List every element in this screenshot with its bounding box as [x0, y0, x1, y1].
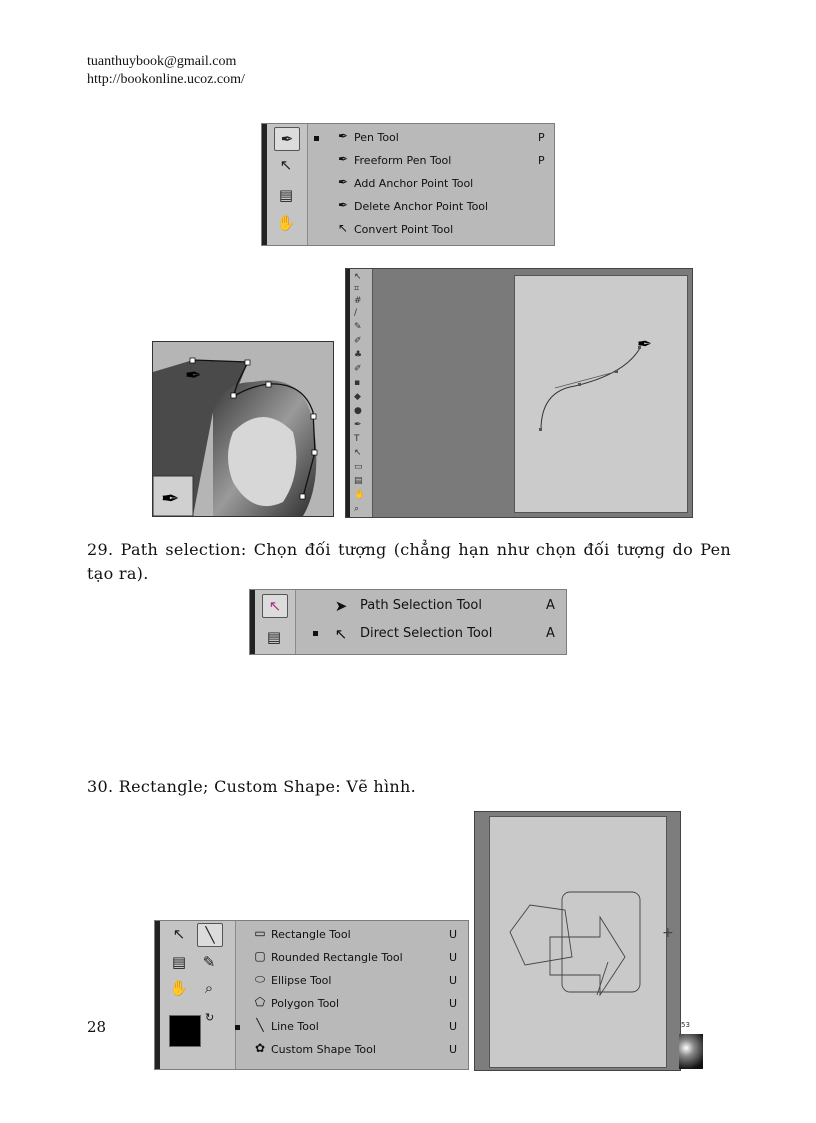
pen-icon[interactable]: ✒: [274, 127, 300, 151]
pen-icon: ✒: [337, 129, 349, 143]
thumbnail-label: 53: [681, 1021, 690, 1029]
zoom-icon[interactable]: ⌕: [204, 979, 214, 997]
svg-text:⌗: ⌗: [354, 284, 360, 294]
swap-colors-icon[interactable]: ↻: [205, 1011, 215, 1024]
line-icon[interactable]: ╲: [197, 923, 223, 947]
header-url: http://bookonline.ucoz.com/: [87, 72, 245, 87]
selected-bullet: [313, 631, 318, 636]
menu-item-path-selection[interactable]: ➤ Path Selection Tool A: [332, 595, 562, 617]
eyedropper-icon[interactable]: ✎: [202, 953, 216, 971]
menu-item-ellipse[interactable]: ⬭ Ellipse Tool U: [251, 970, 461, 992]
selected-bullet: [314, 136, 319, 141]
custom-shape-icon: ✿: [254, 1041, 266, 1055]
section-30-text: 30. Rectangle; Custom Shape: Vẽ hình.: [87, 777, 416, 796]
polygon-icon: ⬠: [254, 995, 266, 1009]
menu-item-rectangle[interactable]: ▭ Rectangle Tool U: [251, 924, 461, 946]
svg-text:+: +: [662, 925, 674, 941]
hand-icon[interactable]: ✋: [276, 214, 296, 232]
shapes-canvas-screenshot: [474, 811, 681, 1071]
shape-tool-menu: [154, 920, 469, 1070]
svg-text:✒: ✒: [637, 334, 653, 355]
bezier-curve: [515, 276, 687, 512]
svg-text:▤: ▤: [354, 476, 363, 486]
toolbox-strip: [346, 269, 373, 517]
note-icon[interactable]: ▤: [278, 186, 294, 204]
document-canvas: [514, 275, 688, 513]
white-arrow-icon: ↖: [334, 625, 348, 643]
svg-text:▪: ▪: [354, 378, 361, 388]
svg-text:▭: ▭: [354, 462, 363, 472]
svg-text:#: #: [354, 296, 362, 306]
rounded-rectangle-icon: ▢: [254, 949, 266, 963]
svg-text:◆: ◆: [354, 392, 361, 402]
selected-bullet: [235, 1025, 240, 1030]
rectangle-icon: ▭: [254, 926, 266, 940]
menu-item-custom-shape[interactable]: ✿ Custom Shape Tool U: [251, 1039, 461, 1061]
note-icon[interactable]: ▤: [171, 953, 187, 971]
arrow-icon[interactable]: ↖: [172, 925, 186, 943]
svg-text:♣: ♣: [354, 350, 363, 360]
svg-text:↖: ↖: [354, 272, 362, 282]
page-number: 28: [87, 1018, 107, 1036]
svg-text:/: /: [354, 308, 358, 318]
menu-item-freeform-pen[interactable]: ✒ Freeform Pen Tool P: [334, 150, 544, 172]
menu-item-polygon[interactable]: ⬠ Polygon Tool U: [251, 993, 461, 1015]
path-selection-menu: [249, 589, 567, 655]
arrow-icon[interactable]: ↖: [279, 156, 293, 174]
toolbox-column: [155, 921, 236, 1069]
menu-item-line[interactable]: ╲ Line Tool U: [251, 1016, 461, 1038]
svg-text:✒: ✒: [161, 487, 180, 512]
svg-text:T: T: [354, 434, 360, 444]
foreground-color-swatch[interactable]: [169, 1015, 201, 1047]
freeform-pen-icon: ✒: [337, 152, 349, 166]
svg-text:⌕: ⌕: [354, 504, 360, 514]
menu-item-delete-anchor[interactable]: ✒ Delete Anchor Point Tool: [334, 196, 544, 218]
svg-text:✐: ✐: [354, 364, 362, 374]
document-canvas: [489, 816, 674, 1068]
svg-text:✎: ✎: [354, 322, 362, 332]
menu-item-direct-selection[interactable]: ↖ Direct Selection Tool A: [332, 623, 562, 645]
svg-text:●: ●: [354, 406, 362, 416]
header-email: tuanthuybook@gmail.com: [87, 54, 237, 69]
black-arrow-icon: ➤: [334, 597, 348, 615]
menu-item-pen-tool[interactable]: ✒ Pen Tool P: [334, 127, 544, 149]
svg-text:✐: ✐: [354, 336, 362, 346]
toolbox-column: [250, 590, 296, 654]
hand-icon[interactable]: ✋: [169, 979, 189, 997]
shape-drawings: [490, 817, 674, 1067]
path-selection-icon[interactable]: ↖: [262, 594, 288, 618]
add-anchor-icon: ✒: [337, 175, 349, 189]
convert-point-icon: ↖: [337, 221, 349, 235]
jug-path-screenshot: [152, 341, 334, 517]
toolbox-column: [262, 124, 308, 245]
pen-tool-menu: [261, 123, 555, 246]
menu-item-convert-point[interactable]: ↖ Convert Point Tool: [334, 219, 544, 241]
menu-item-add-anchor[interactable]: ✒ Add Anchor Point Tool: [334, 173, 544, 195]
pen-curve-screenshot: [345, 268, 693, 518]
ellipse-icon: ⬭: [254, 972, 266, 986]
gradient-thumbnail: [679, 1034, 703, 1069]
svg-text:✒: ✒: [354, 420, 362, 430]
jug-illustration: [153, 342, 333, 516]
svg-text:✋: ✋: [354, 490, 366, 500]
svg-text:✒: ✒: [185, 363, 202, 387]
note-icon[interactable]: ▤: [266, 628, 282, 646]
menu-item-rounded-rectangle[interactable]: ▢ Rounded Rectangle Tool U: [251, 947, 461, 969]
section-29-text: 29. Path selection: Chọn đối tượng (chẳng hạn như chọn đối tượng do Pen tạo ra).: [87, 540, 731, 583]
svg-text:↖: ↖: [354, 448, 362, 458]
delete-anchor-icon: ✒: [337, 198, 349, 212]
line-icon: ╲: [256, 1018, 264, 1032]
